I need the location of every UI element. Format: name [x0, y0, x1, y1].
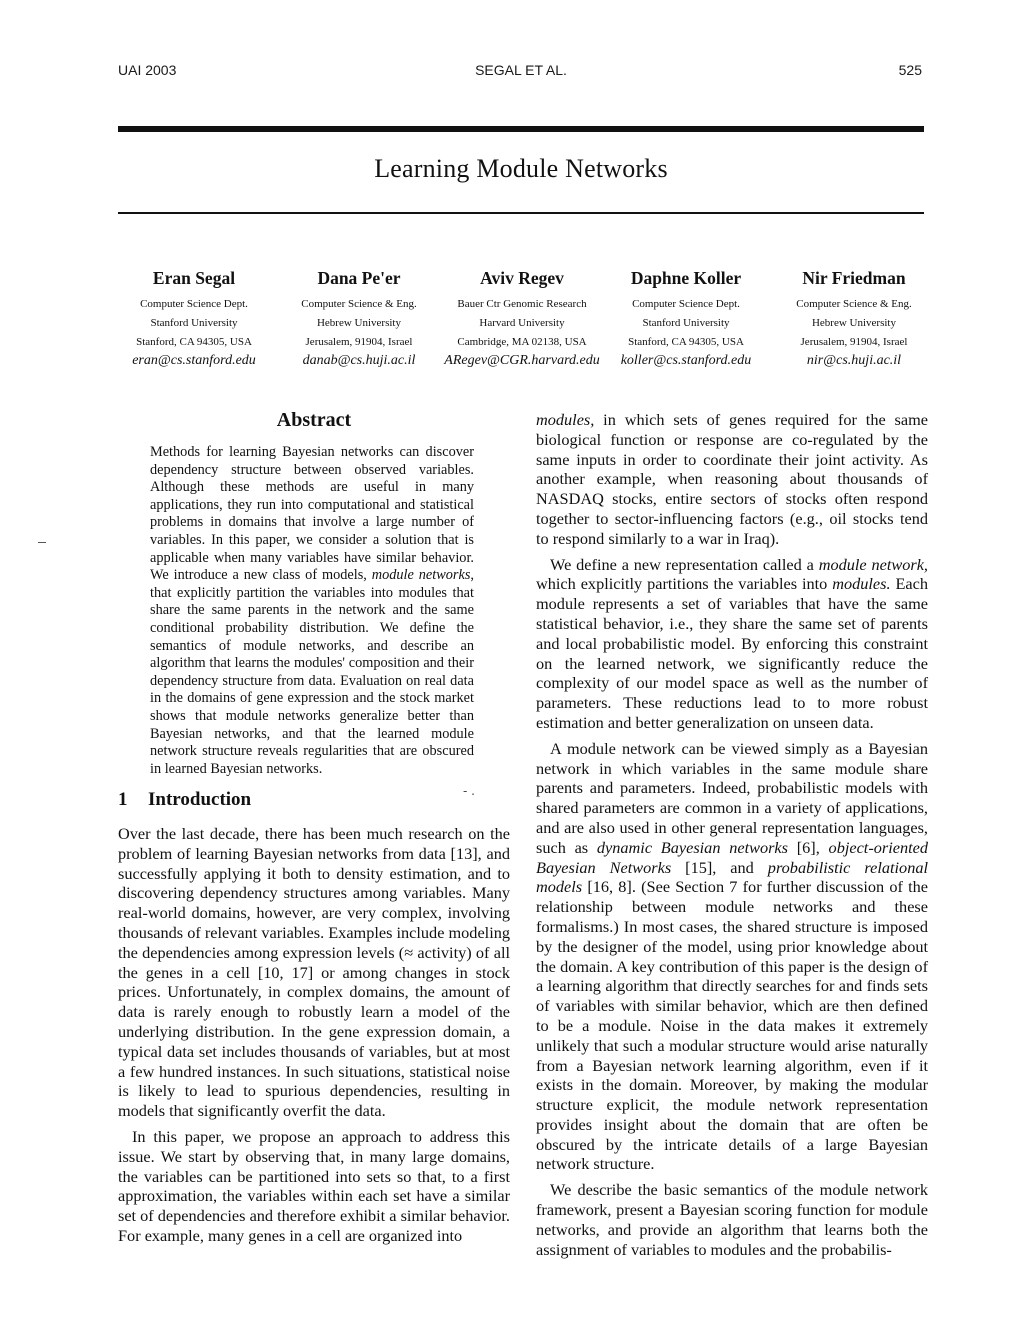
author-email: ARegev@CGR.harvard.edu: [444, 353, 600, 368]
page-number: 525: [898, 62, 922, 78]
author-name: Nir Friedman: [802, 268, 906, 288]
paragraph: Over the last decade, there has been much research on the problem of learning Bayesian networks from data [13], and successfully applying it both to density estimation, and to discovering dependency structures among variables. Many real-world domains, however, are very complex, involving thousands of relevant variables. Examples include modeling the dependencies among expression levels (≈ activity) of all the genes in a cell [10, 17] or among changes in stock prices. Unfortunately, in complex domains, the amount of data is rarely enough to robustly learn a model of the underlying distribution. In the gene expression domain, a typical data set includes thousands of variables, but at most a few hundred instances. In such situations, statistical noise is likely to lead to spurious dependencies, resulting in models that significantly overfit the data.: [118, 824, 510, 1121]
author-email: eran@cs.stanford.edu: [132, 353, 256, 368]
paper-title: Learning Module Networks: [374, 154, 668, 183]
scan-mark: - .: [463, 784, 475, 798]
author-block: [104, 268, 934, 378]
author-name: Dana Pe'er: [317, 268, 401, 288]
author-2: [269, 268, 449, 370]
author-address: Stanford, CA 94305, USA: [628, 336, 744, 348]
author-email: koller@cs.stanford.edu: [620, 353, 752, 368]
author-address: Jerusalem, 91904, Israel: [305, 336, 413, 348]
author-dept: Computer Science Dept.: [632, 298, 740, 310]
title-rule-bottom: [118, 212, 924, 214]
paragraph: modules, in which sets of genes required for the same biological function or response are co-regulated by the same inputs in order to coordinate their joint activity. As another example, when reasoning about thousands of NASDAQ stocks, entire sectors of stocks often respond together to sector-influencing factors (e.g., oil stocks tend to respond similarly to a war in Iraq).: [536, 410, 928, 548]
author-dept: Computer Science Dept.: [140, 298, 248, 310]
author-dept: Computer Science & Eng.: [796, 298, 912, 310]
author-name: Aviv Regev: [480, 268, 564, 288]
section-title: Introduction: [148, 789, 252, 810]
author-dept: Computer Science & Eng.: [301, 298, 417, 310]
abstract-text: Methods for learning Bayesian networks can discover dependency structure between observed variables. Although these methods are useful in many applications, they run into computational and statistical problems in domains that involve a large number of variables. In this paper, we consider a solution that is applicable when many variables have similar behavior. We introduce a new class of models, module networks, that explicitly partition the variables into modules that share the same parents in the network and the same conditional probability distribution. We define the semantics of module networks, and describe an algorithm that learns the modules' composition and their dependency structure from data. Evaluation on real data in the domains of gene expression and the stock market shows that module networks generalize better than Bayesian networks, and that the learned module network structure reveals regularities that are obscured in learned Bayesian networks.: [150, 444, 474, 777]
title-rule-top: [118, 126, 924, 132]
author-institution: Stanford University: [642, 317, 730, 329]
section-heading: [118, 789, 251, 811]
author-name: Daphne Koller: [630, 268, 742, 288]
author-email: nir@cs.huji.ac.il: [806, 353, 902, 368]
author-3: [432, 268, 612, 370]
author-institution: Hebrew University: [811, 317, 896, 329]
introduction-body: [118, 824, 510, 1246]
abstract-heading: Abstract: [276, 409, 352, 431]
conference-label: UAI 2003: [118, 62, 177, 78]
author-institution: Hebrew University: [316, 317, 401, 329]
paragraph: We define a new representation called a module network, which explicitly partitions the variables into modules. Each module represents a set of variables that have the same statistical behavior, i.e., they share the same set of parents and local probabilistic model. By enforcing this constraint on the learned network, we significantly reduce the complexity of our model space as well as the number of parameters. These reductions lead to to more robust estimation and better generalization on unseen data.: [536, 554, 929, 732]
author-4: [596, 268, 776, 370]
author-5: [764, 268, 944, 370]
author-address: Stanford, CA 94305, USA: [136, 336, 252, 348]
author-email: danab@cs.huji.ac.il: [302, 353, 416, 368]
author-address: Cambridge, MA 02138, USA: [457, 336, 587, 348]
margin-mark: [38, 542, 46, 543]
author-dept: Bauer Ctr Genomic Research: [457, 298, 587, 310]
paragraph: A module network can be viewed simply as a Bayesian network in which variables in the same module share parents and parameters. Indeed, probabilistic models with shared parameters are common in a variety of applications, and are also used in other general representation languages, such as dynamic Bayesian networks [6], object-oriented Bayesian Networks [15], and probabilistic relational models [16, 8]. (See Section 7 for further discussion of the relationship between module networks and these formalisms.) In most cases, the shared structure is imposed by the designer of the model, using prior knowledge about the domain. A key contribution of this paper is the design of a learning algorithm that directly searches for and finds sets of variables with similar behavior, which are then defined to be a module. Noise in the data makes it extremely unlikely that such a modular structure would arise naturally from a Bayesian network learning algorithm, even if it exists in the domain. Moreover, by making the modular structure explicit, the module network representation provides insight about the domain that are often be obscured by the intricate details of a large Bayesian network structure.: [536, 738, 929, 1174]
running-authors: SEGAL ET AL.: [475, 62, 567, 78]
section-number: 1: [118, 789, 128, 810]
paragraph: In this paper, we propose an approach to address this issue. We start by observing that, in many large domains, the variables can be partitioned into sets so that, to a first approximation, the variables within each set have a similar set of dependencies and therefore exhibit a similar behavior. For example, many genes in a cell are organized into: [118, 1126, 510, 1245]
right-column: [536, 400, 928, 1259]
author-institution: Harvard University: [479, 317, 565, 329]
author-name: Eran Segal: [152, 268, 236, 288]
author-1: [104, 268, 284, 370]
paragraph: We describe the basic semantics of the module network framework, present a Bayesian scoring function for module networks, and provide an algorithm that learns both the assignment of variables to modules and the probabilis-: [536, 1180, 928, 1259]
author-institution: Stanford University: [150, 317, 238, 329]
running-header: [118, 62, 924, 82]
author-address: Jerusalem, 91904, Israel: [800, 336, 908, 348]
